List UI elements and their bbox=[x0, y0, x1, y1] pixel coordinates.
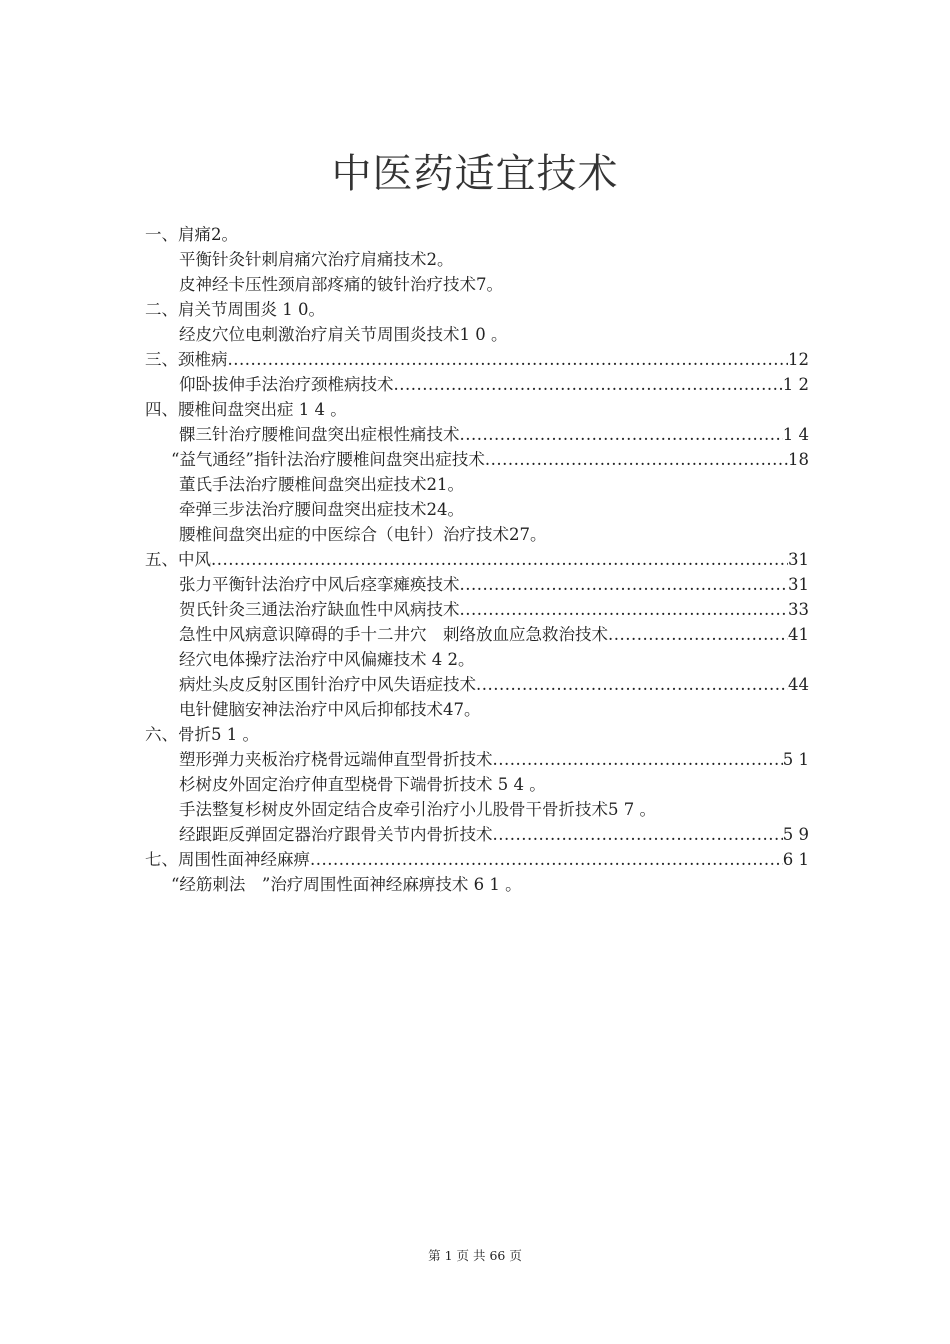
toc-dot-leader bbox=[460, 572, 789, 597]
toc-subsection-entry[interactable] bbox=[145, 422, 809, 447]
toc-dot-leader bbox=[493, 747, 783, 772]
toc-subsection-entry[interactable] bbox=[145, 497, 809, 522]
toc-entry-label: 平衡针灸针刺肩痛穴治疗肩痛技术2。 bbox=[179, 250, 454, 269]
toc-subsection-entry[interactable] bbox=[145, 747, 809, 772]
toc-entry-label: 一、肩痛2。 bbox=[145, 225, 238, 244]
toc-entry-label: 塑形弹力夹板治疗桡骨远端伸直型骨折技术 bbox=[179, 750, 493, 769]
toc-entry-label: 牵弹三步法治疗腰间盘突出症技术24。 bbox=[179, 500, 464, 519]
toc-entry-page-number: 31 bbox=[788, 550, 809, 569]
toc-subsection-entry[interactable] bbox=[145, 597, 809, 622]
toc-subsection-entry[interactable] bbox=[145, 272, 809, 297]
toc-subsection-entry[interactable] bbox=[145, 872, 809, 897]
toc-entry-label: 皮神经卡压性颈肩部疼痛的铍针治疗技术7。 bbox=[179, 275, 503, 294]
toc-entry-page-number: 12 bbox=[788, 350, 809, 369]
toc-subsection-entry[interactable] bbox=[145, 247, 809, 272]
toc-dot-leader bbox=[485, 447, 788, 472]
toc-entry-label: 经皮穴位电刺激治疗肩关节周围炎技术1 0 。 bbox=[179, 325, 508, 344]
toc-subsection-entry[interactable] bbox=[145, 572, 809, 597]
toc-dot-leader bbox=[394, 372, 783, 397]
toc-entry-label: 董氏手法治疗腰椎间盘突出症技术21。 bbox=[179, 475, 464, 494]
toc-section-entry[interactable] bbox=[145, 847, 809, 872]
toc-subsection-entry[interactable] bbox=[145, 372, 809, 397]
toc-entry-label: 急性中风病意识障碍的手十二井穴 刺络放血应急救治技术 bbox=[179, 625, 608, 644]
toc-subsection-entry[interactable] bbox=[145, 797, 809, 822]
toc-entry-page-number: 1 4 bbox=[782, 425, 809, 444]
toc-entry-page-number: 5 9 bbox=[782, 825, 809, 844]
toc-entry-label: 电针健脑安神法治疗中风后抑郁技术47。 bbox=[179, 700, 481, 719]
toc-dot-leader bbox=[493, 822, 783, 847]
toc-entry-label: 六、骨折5 1 。 bbox=[145, 725, 259, 744]
toc-subsection-entry[interactable] bbox=[145, 622, 809, 647]
toc-entry-label: 杉树皮外固定治疗伸直型桡骨下端骨折技术 5 4 。 bbox=[179, 775, 546, 794]
toc-entry-label: “益气通经”指针法治疗腰椎间盘突出症技术 bbox=[171, 450, 485, 469]
page-footer: 第 1 页 共 66 页 bbox=[428, 1248, 522, 1263]
toc-entry-label: 五、中风 bbox=[145, 550, 211, 569]
toc-entry-label: “经筋刺法 ”治疗周围性面神经麻痹技术 6 1 。 bbox=[171, 875, 522, 894]
toc-dot-leader bbox=[608, 622, 788, 647]
toc-section-entry[interactable] bbox=[145, 722, 809, 747]
toc-entry-page-number: 33 bbox=[788, 600, 809, 619]
toc-section-entry[interactable] bbox=[145, 222, 809, 247]
toc-entry-page-number: 6 1 bbox=[782, 850, 809, 869]
toc-subsection-entry[interactable] bbox=[145, 522, 809, 547]
toc-dot-leader bbox=[211, 547, 788, 572]
toc-subsection-entry[interactable] bbox=[145, 472, 809, 497]
toc-dot-leader bbox=[310, 847, 783, 872]
toc-entry-label: 张力平衡针法治疗中风后痉挛瘫痪技术 bbox=[179, 575, 460, 594]
toc-entry-label: 手法整复杉树皮外固定结合皮牵引治疗小儿股骨干骨折技术5 7 。 bbox=[179, 800, 656, 819]
toc-entry-label: 病灶头皮反射区围针治疗中风失语症技术 bbox=[179, 675, 476, 694]
toc-dot-leader bbox=[460, 422, 783, 447]
table-of-contents bbox=[145, 222, 809, 897]
toc-entry-label: 二、肩关节周围炎 1 0。 bbox=[145, 300, 325, 319]
page-title: 中医药适宜技术 bbox=[331, 151, 619, 197]
toc-entry-label: 髁三针治疗腰椎间盘突出症根性痛技术 bbox=[179, 425, 460, 444]
toc-subsection-entry[interactable] bbox=[145, 772, 809, 797]
toc-section-entry[interactable] bbox=[145, 547, 809, 572]
toc-section-entry[interactable] bbox=[145, 297, 809, 322]
toc-subsection-entry[interactable] bbox=[145, 322, 809, 347]
toc-entry-label: 经跟距反弹固定器治疗跟骨关节内骨折技术 bbox=[179, 825, 493, 844]
toc-dot-leader bbox=[228, 347, 789, 372]
toc-subsection-entry[interactable] bbox=[145, 672, 809, 697]
toc-subsection-entry[interactable] bbox=[145, 647, 809, 672]
toc-section-entry[interactable] bbox=[145, 397, 809, 422]
toc-subsection-entry[interactable] bbox=[145, 822, 809, 847]
toc-subsection-entry[interactable] bbox=[145, 447, 809, 472]
toc-entry-label: 经穴电体操疗法治疗中风偏瘫技术 4 2。 bbox=[179, 650, 475, 669]
toc-entry-label: 四、腰椎间盘突出症 1 4 。 bbox=[145, 400, 347, 419]
toc-entry-page-number: 31 bbox=[788, 575, 809, 594]
toc-entry-label: 三、颈椎病 bbox=[145, 350, 228, 369]
toc-entry-page-number: 18 bbox=[788, 450, 809, 469]
toc-entry-label: 贺氏针灸三通法治疗缺血性中风病技术 bbox=[179, 600, 460, 619]
toc-entry-page-number: 44 bbox=[788, 675, 809, 694]
toc-entry-label: 仰卧拔伸手法治疗颈椎病技术 bbox=[179, 375, 394, 394]
toc-entry-label: 腰椎间盘突出症的中医综合（电针）治疗技术27。 bbox=[179, 525, 547, 544]
toc-section-entry[interactable] bbox=[145, 347, 809, 372]
toc-entry-page-number: 41 bbox=[788, 625, 809, 644]
toc-entry-page-number: 5 1 bbox=[782, 750, 809, 769]
toc-dot-leader bbox=[476, 672, 788, 697]
toc-subsection-entry[interactable] bbox=[145, 697, 809, 722]
toc-dot-leader bbox=[460, 597, 789, 622]
toc-entry-label: 七、周围性面神经麻痹 bbox=[145, 850, 310, 869]
toc-entry-page-number: 1 2 bbox=[782, 375, 809, 394]
